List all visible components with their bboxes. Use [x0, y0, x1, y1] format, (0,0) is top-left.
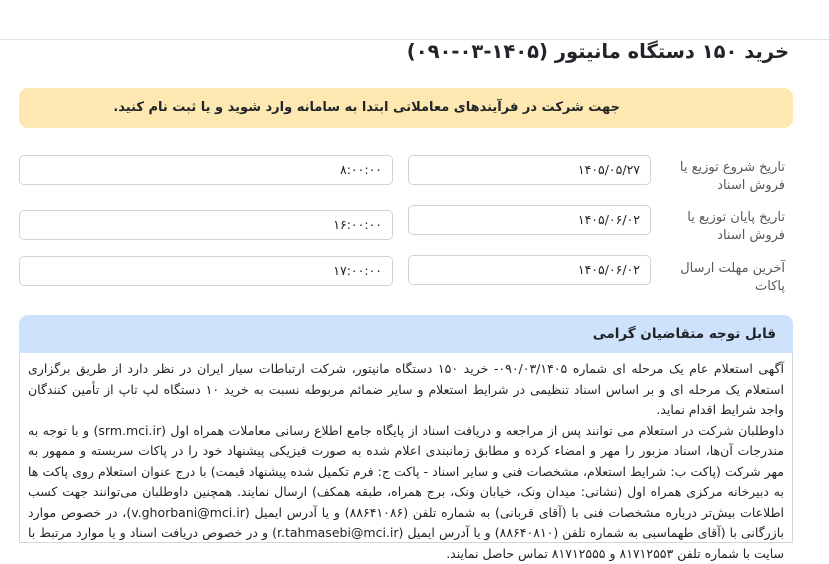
- start-date-field[interactable]: ۱۴۰۵/۰۵/۲۷: [408, 155, 651, 185]
- deadline-date-field[interactable]: ۱۴۰۵/۰۶/۰۲: [408, 255, 651, 285]
- start-date-label: تاریخ شروع توزیع یا فروش اسناد: [679, 160, 785, 193]
- end-date-label: تاریخ پایان توزیع یا فروش اسناد: [687, 210, 785, 243]
- deadline-time-field[interactable]: ۱۷:۰۰:۰۰: [19, 256, 393, 286]
- end-date-field[interactable]: ۱۴۰۵/۰۶/۰۲: [408, 205, 651, 235]
- notice-text: آگهی استعلام عام یک مرحله ای شماره ۰۹۰/۰۳/۱۴۰۵- خرید ۱۵۰ دستگاه مانیتور، شرکت ارتباطات سیار ایران در نظر دارد از طریق برگزاری استعلام یک مرحله ای و بر اساس اسناد تنظیمی در شرایط استعلام و سایر ضمائم مربوطه نسبت به خرید ۱۰ دستگاه لپ تاپ از تأمین کنندگان واجد شرایط اقدام نماید. داوطلبان شرکت در استعلام می توانند پس از مراجعه و دریافت اسناد از پایگاه جامع اطلاع رسانی معاملات همراه اول (srm.mci.ir) و با توجه به مندرجات آن‌ها، اسناد مزبور را مهر و امضاء کرده و مطابق زمانبندی اعلام شده به صورت فیزیکی پیشنهاد خود را در پاکات سربسته و ممهور به مهر شرکت (پاکت ب: شرایط استعلام، مشخصات فنی و سایر اسناد - پاکت ج: فرم تکمیل شده پیشنهاد قیمت) با درج عنوان استعلام روی پاکت ها به دبیرخانه مرکزی همراه اول (نشانی: میدان ونک، خیابان ونک، برج همراه، طبقه همکف) ارسال نمایند. همچنین داوطلبان می‌توانند جهت کسب اطلاعات بیش‌تر درباره مشخصات فنی با (آقای قربانی) به شماره تلفن (۸۸۶۴۱۰۸۶) و یا آدرس ایمیل (v.ghorbani@mci.ir)، در خصوص موارد بازرگانی با (آقای طهماسبی به شماره تلفن (۸۸۶۴۰۸۱۰) و یا آدرس ایمیل (r.tahmasebi@mci.ir) و در خصوص دریافت اسناد و یا موارد مرتبط با سایت با شماره تلفن ۸۱۷۱۲۵۵۳ و ۸۱۷۱۲۵۵۵ تماس حاصل نمایند.: [28, 361, 785, 561]
- start-time-field[interactable]: ۸:۰۰:۰۰: [19, 155, 393, 185]
- page-title: خرید ۱۵۰ دستگاه مانیتور (۱۴۰۵-۰۳-۰۹۰): [406, 40, 789, 63]
- login-alert: جهت شرکت در فرآیندهای معاملاتی ابتدا به سامانه وارد شوید و یا ثبت نام کنید.: [19, 88, 793, 128]
- end-time-field[interactable]: ۱۶:۰۰:۰۰: [19, 210, 393, 240]
- deadline-label: آخرین مهلت ارسال پاکات: [680, 261, 785, 294]
- notice-panel[interactable]: [19, 353, 793, 561]
- notice-heading: قابل توجه متقاضیان گرامی: [19, 315, 793, 353]
